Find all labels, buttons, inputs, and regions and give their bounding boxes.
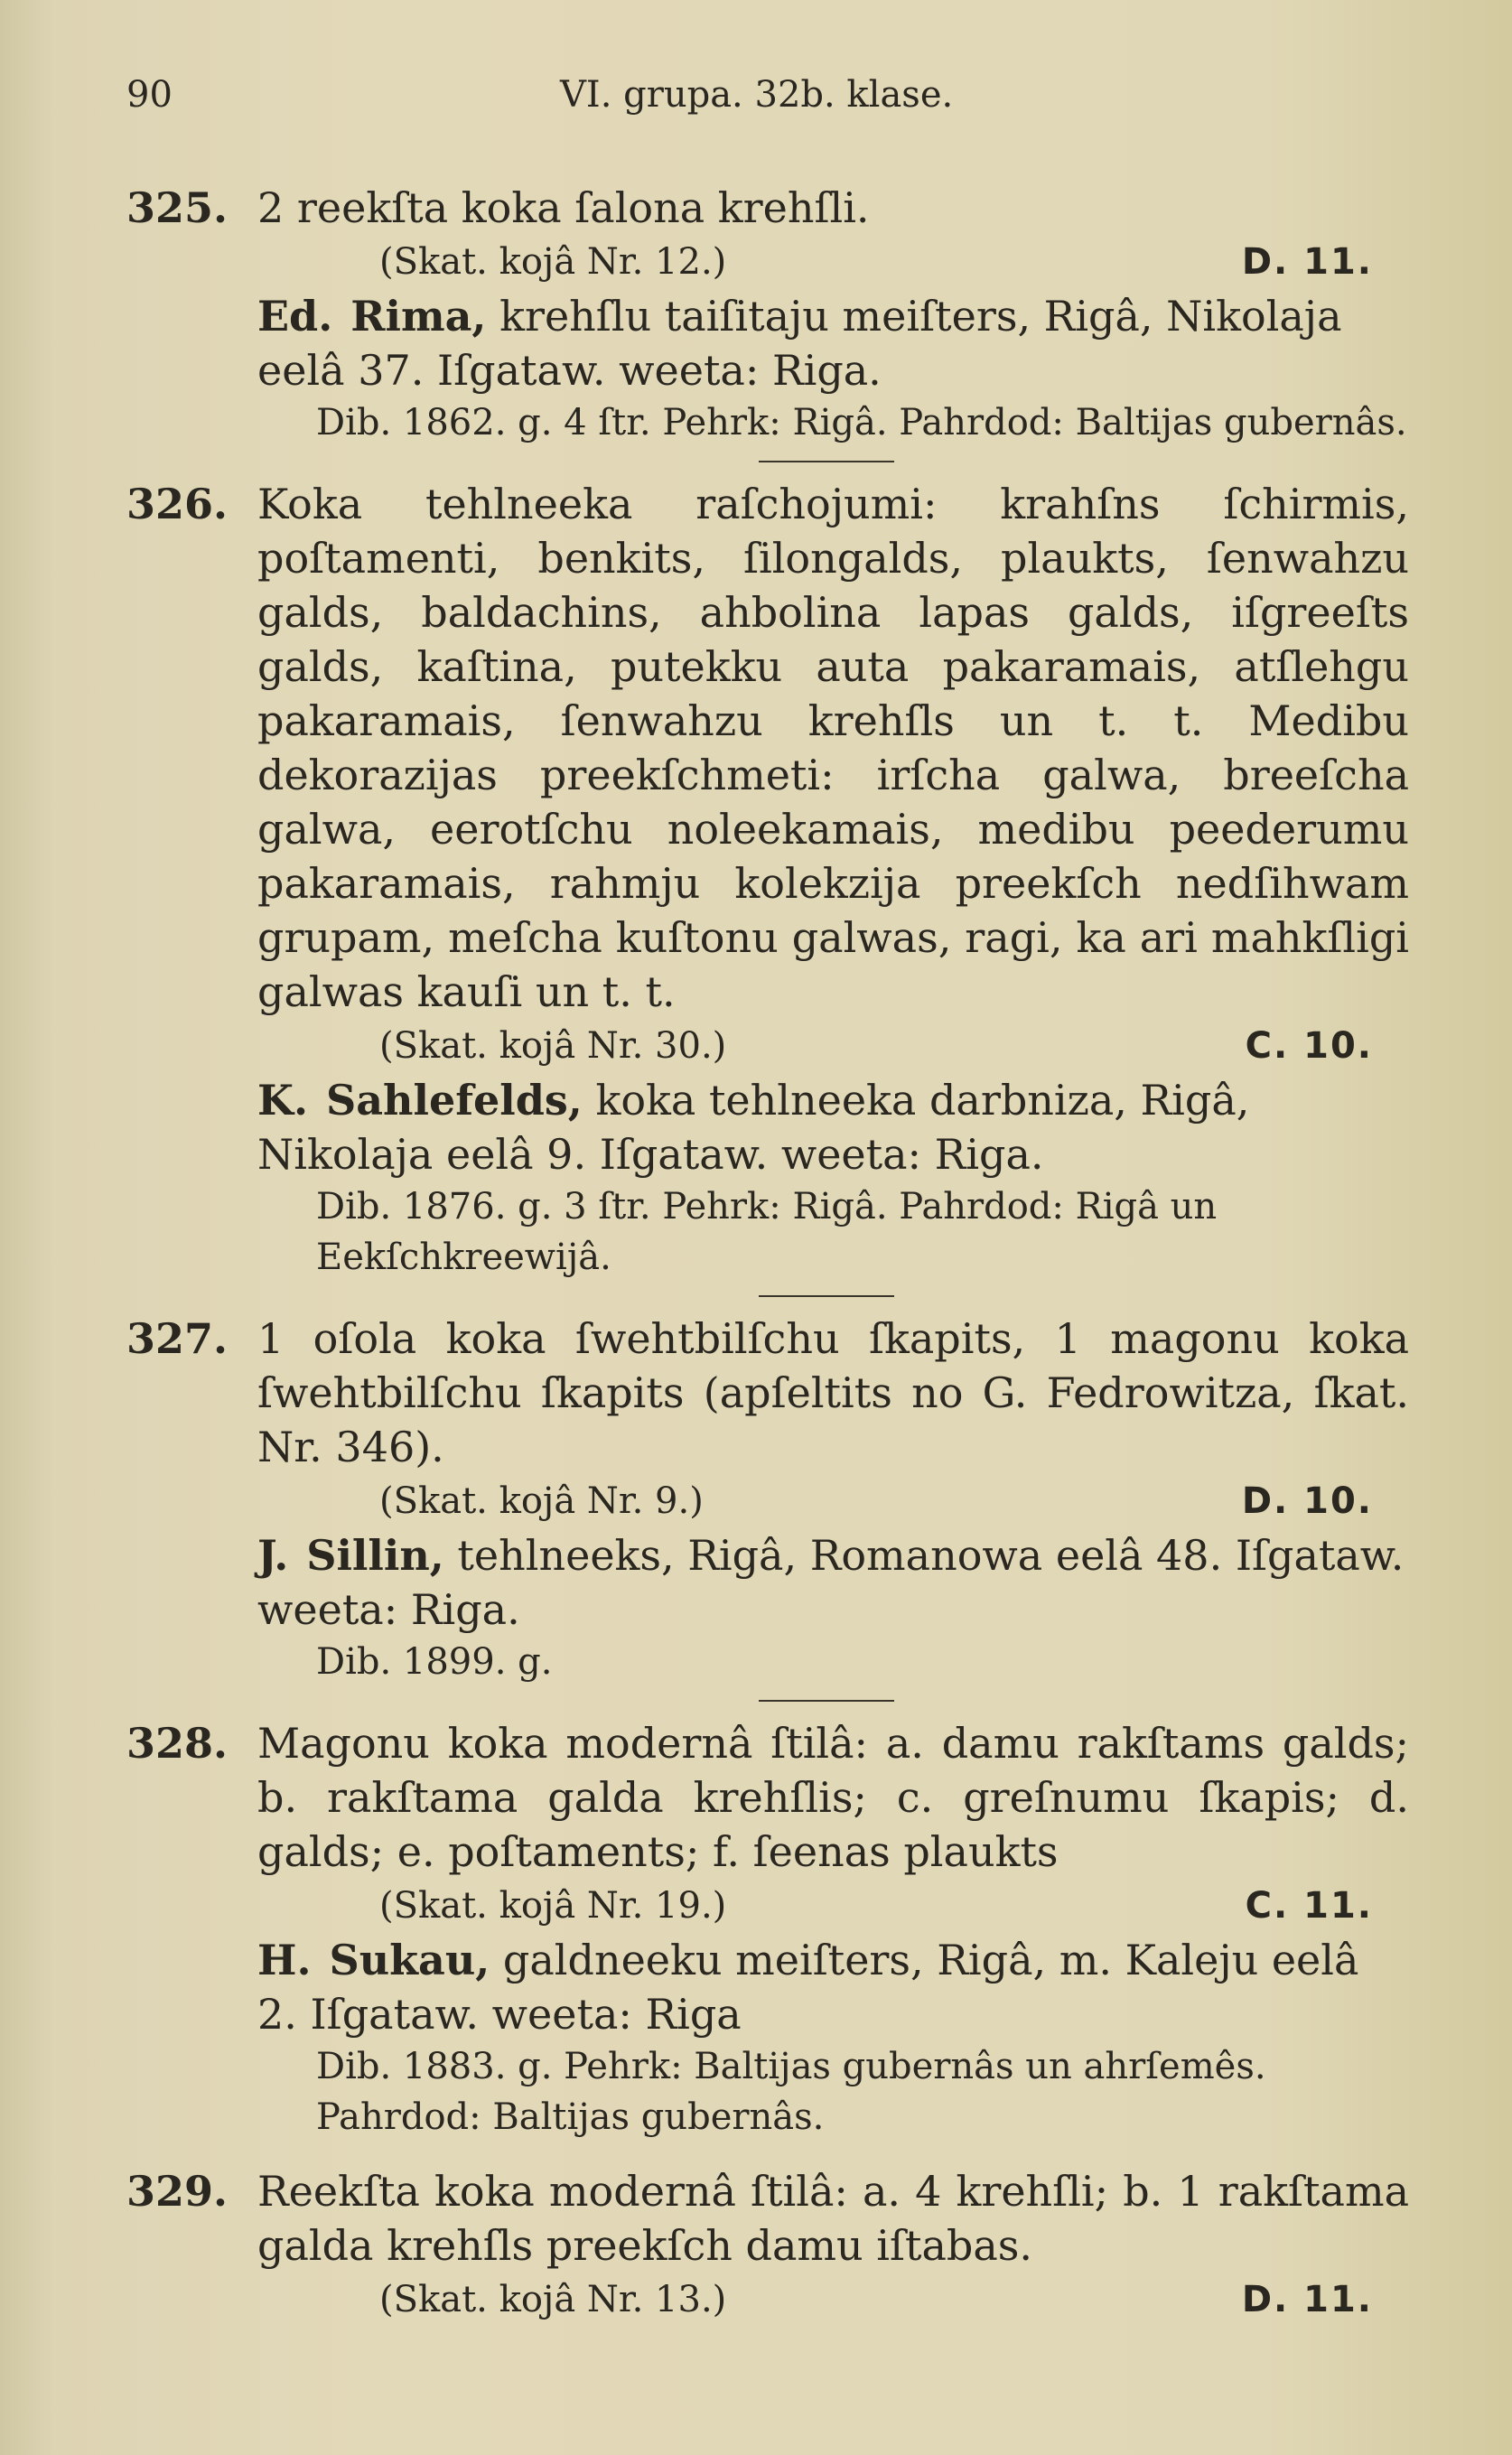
exhibitor-initial: Ed.	[257, 292, 333, 341]
grade: C. 11.	[1245, 1885, 1373, 1927]
catalog-entry	[126, 181, 1409, 462]
entry-description: 1 oſola koka ſwehtbilſchu ſkapits, 1 magonu koka ſwehtbilſchu ſkapits (apſeltits no G. Fedrowitza, ſkat. Nr. 346).	[257, 1314, 1409, 1471]
entry-description: Koka tehlneeka raſchojumi: krahſns ſchirmis, poſtamenti, benkits, ſilongalds, plaukts, ſenwahzu galds, baldachins, ahbolina lapas galds, iſgreeſts galds, kaſtina, putekku auta pakaramais, atſlehgu pakaramais, ſenwahzu krehſls un t. t. Medibu dekorazijas preekſchmeti: irſcha galwa, breeſcha galwa, eerotſchu noleekamais, medibu peederumu pakaramais, rahmju kolekzija preekſch nedſihwam grupam, meſcha kuſtonu galwas, ragi, ka ari mahkſligi galwas kauſi un t. t.	[257, 480, 1409, 1016]
grade: D. 11.	[1241, 2279, 1373, 2320]
entry-number: 327.	[126, 1314, 229, 1363]
exhibitor	[257, 289, 1409, 397]
entry-description: Magonu koka modernâ ſtilâ: a. damu rakſtams galds; b. rakſtama galda krehſlis; c. greſnumu ſkapis; d. galds; e. poſtaments; f. ſeenas plaukts	[257, 1719, 1409, 1876]
entry-description: 2 reekſta koka ſalona krehſli.	[257, 183, 870, 232]
divider	[759, 1295, 894, 1297]
exhibitor-name: Sillin,	[306, 1531, 444, 1580]
entry-number: 326.	[126, 480, 229, 528]
grade: D. 11.	[1241, 241, 1373, 283]
catalog-reference: (Skat. kojâ Nr. 9.)	[379, 1480, 704, 1522]
catalog-reference: (Skat. kojâ Nr. 30.)	[379, 1025, 727, 1067]
catalog-entry	[126, 2164, 1409, 2327]
running-title: VI. grupa. 32b. klase.	[560, 74, 954, 116]
page-number: 90	[126, 74, 173, 116]
grade: D. 10.	[1241, 1480, 1373, 1522]
exhibitor-initial: J.	[257, 1531, 289, 1580]
grade: C. 10.	[1245, 1025, 1373, 1067]
catalog-entry	[126, 477, 1409, 1297]
entry-description: Reekſta koka modernâ ſtilâ: a. 4 krehſli; b. 1 rakſtama galda krehſls preekſch damu iſtabas.	[257, 2167, 1409, 2270]
catalog-reference: (Skat. kojâ Nr. 12.)	[379, 241, 727, 283]
catalog-reference: (Skat. kojâ Nr. 13.)	[379, 2279, 727, 2320]
exhibitor-details: Dib. 1883. g. Pehrk: Baltijas gubernâs un ahrſemês. Pahrdod: Baltijas gubernâs.	[316, 2046, 1266, 2138]
exhibitor-name: Sukau,	[329, 1936, 490, 1984]
catalog-reference: (Skat. kojâ Nr. 19.)	[379, 1885, 727, 1927]
exhibitor-details: Dib. 1862. g. 4 ſtr. Pehrk: Rigâ. Pahrdod: Baltijas gubernâs.	[316, 402, 1407, 443]
exhibitor-text: galdneeku meiſters, Rigâ, m. Kaleju eelâ 2. Iſgataw. weeta: Riga	[257, 1936, 1359, 2039]
exhibitor-name: Sahlefelds,	[326, 1076, 583, 1125]
divider	[759, 461, 894, 462]
exhibitor	[257, 1528, 1409, 1637]
exhibitor-initial: K.	[257, 1076, 308, 1125]
exhibitor	[257, 1073, 1409, 1181]
exhibitor-text: koka tehlneeka darbniza, Rigâ, Nikolaja eelâ 9. Iſgataw. weeta: Riga.	[257, 1076, 1250, 1179]
exhibitor	[257, 1933, 1409, 2041]
catalog-entry	[126, 1312, 1409, 1702]
exhibitor-text: tehlneeks, Rigâ, Romanowa eelâ 48. Iſgataw. weeta: Riga.	[257, 1531, 1405, 1634]
exhibitor-initial: H.	[257, 1936, 312, 1984]
entry-number: 325.	[126, 183, 229, 232]
exhibitor-text: krehſlu taiſitaju meiſters, Rigâ, Nikolaja eelâ 37. Iſgataw. weeta: Riga.	[257, 292, 1342, 395]
divider	[759, 1700, 894, 1702]
catalog-entries	[126, 181, 1409, 2327]
page-header	[126, 74, 1413, 128]
exhibitor-details: Dib. 1876. g. 3 ſtr. Pehrk: Rigâ. Pahrdod: Rigâ un Eekſchkreewijâ.	[316, 1186, 1218, 1278]
exhibitor-name: Rima,	[350, 292, 487, 341]
catalog-entry	[126, 1716, 1409, 2164]
entry-number: 329.	[126, 2167, 229, 2216]
entry-number: 328.	[126, 1719, 229, 1768]
exhibitor-details: Dib. 1899. g.	[316, 1641, 553, 1683]
